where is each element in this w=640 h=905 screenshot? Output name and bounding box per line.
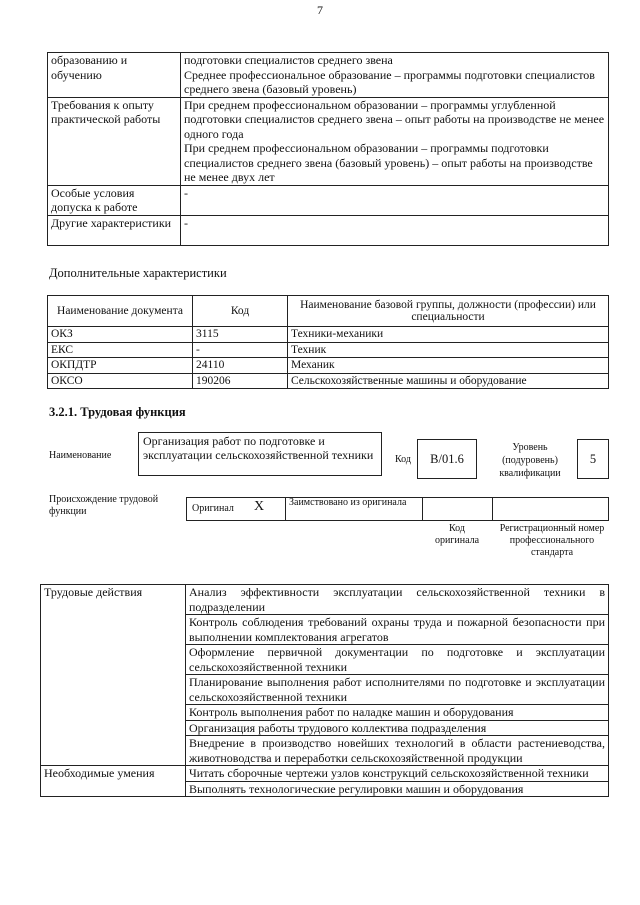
cell-line: подготовки специалистов среднего звена: [184, 53, 393, 67]
level-label: Уровень (подуровень) квалификации: [499, 442, 561, 479]
code-caption: Код оригинала: [434, 523, 480, 546]
actions-table: [40, 584, 609, 797]
row-label: Другие характеристики: [48, 215, 181, 245]
cell: Техники-механики: [288, 327, 609, 343]
table-row: [48, 373, 609, 389]
row-label: Особые условия допуска к работе: [48, 185, 181, 215]
table-row: [48, 327, 609, 343]
action-item: Оформление первичной документации по подготовке и эксплуатации сельскохозяйственной техники: [186, 645, 609, 675]
level-value: 5: [577, 439, 609, 479]
code-value: B/01.6: [417, 439, 477, 479]
table-header: [48, 296, 609, 327]
row-label: образованию и обучению: [48, 53, 181, 98]
original-mark: X: [254, 499, 265, 514]
cell-line: При среднем профессиональном образовании – программы подготовки специалистов среднего звена (базовый уровень) – опыт работы на производстве не менее двух лет: [184, 141, 593, 184]
origin-label: Происхождение трудовой функции: [49, 494, 159, 517]
cell-value: -: [181, 185, 609, 215]
requirements-table: [47, 52, 609, 246]
original-label: Оригинал: [192, 503, 234, 514]
skill-item: Выполнять технологические регулировки машин и оборудования: [186, 781, 609, 797]
cell: 3115: [193, 327, 288, 343]
characteristics-table: [47, 295, 609, 389]
col-header: Наименование базовой группы, должности (профессии) или специальности: [288, 296, 609, 327]
cell: ЕКС: [48, 342, 193, 358]
table-row: [41, 766, 609, 782]
skills-label: Необходимые умения: [41, 766, 186, 797]
cell: Сельскохозяйственные машины и оборудование: [288, 373, 609, 389]
cell-value: -: [181, 215, 609, 245]
cell: ОКПДТР: [48, 358, 193, 374]
code-label: Код: [395, 454, 411, 465]
col-header: Наименование документа: [48, 296, 193, 327]
cell: ОКЗ: [48, 327, 193, 343]
table-row: [48, 185, 609, 215]
cell: 24110: [193, 358, 288, 374]
table-row: [48, 342, 609, 358]
skill-item: Читать сборочные чертежи узлов конструкций сельскохозяйственной техники: [186, 766, 609, 782]
action-item: Контроль выполнения работ по наладке машин и оборудования: [186, 705, 609, 721]
table-row: [41, 585, 609, 615]
cell: Механик: [288, 358, 609, 374]
action-item: Анализ эффективности эксплуатации сельскохозяйственной техники в подразделении: [186, 585, 609, 615]
table-row: [48, 53, 609, 98]
cell: -: [193, 342, 288, 358]
action-item: Внедрение в производство новейших технологий в области растениеводства, животноводства и переработки сельскохозяйственной продукции: [186, 736, 609, 766]
cell-line: При среднем профессиональном образовании – программы углубленной подготовки специалистов среднего звена – опыт работы на производстве не менее одного года: [184, 97, 605, 141]
table-row: [48, 358, 609, 374]
col-header: Код: [193, 296, 288, 327]
cell: Техник: [288, 342, 609, 358]
additional-title: Дополнительные характеристики: [49, 266, 227, 280]
action-item: Планирование выполнения работ исполнителями по подготовке и эксплуатации сельскохозяйственной техники: [186, 675, 609, 705]
action-item: Контроль соблюдения требований охраны труда и пожарной безопасности при выполнении комплектования агрегатов: [186, 615, 609, 645]
cell: ОКСО: [48, 373, 193, 389]
reg-caption: Регистрационный номер профессионального стандарта: [499, 523, 605, 558]
actions-label: Трудовые действия: [41, 585, 186, 766]
page-number: 7: [317, 3, 323, 17]
action-item: Организация работы трудового коллектива подразделения: [186, 720, 609, 736]
cell-line: Среднее профессиональное образование – программы подготовки специалистов среднего звена (базовый уровень): [184, 67, 595, 96]
section-title: 3.2.1. Трудовая функция: [49, 405, 186, 419]
function-name: Организация работ по подготовке и эксплуатации сельскохозяйственной техники: [138, 432, 382, 476]
table-row: [48, 97, 609, 185]
row-label: Требования к опыту практической работы: [48, 97, 181, 185]
name-label: Наименование: [49, 450, 112, 461]
cell: 190206: [193, 373, 288, 389]
borrowed-label: Заимствовано из оригинала: [289, 497, 407, 508]
table-row: [48, 215, 609, 245]
